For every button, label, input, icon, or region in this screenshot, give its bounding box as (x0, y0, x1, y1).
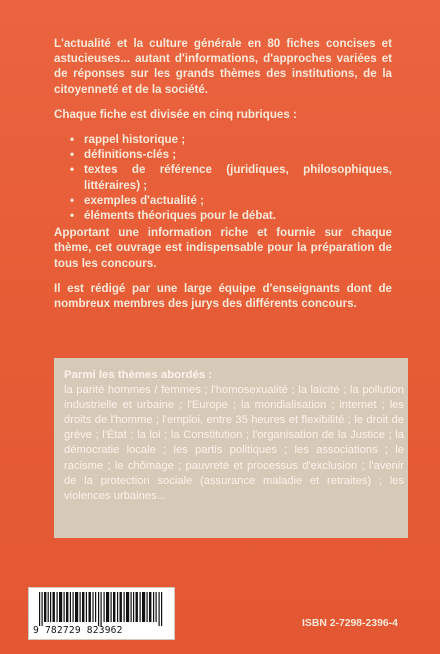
rubric-label: définitions-clés ; (84, 148, 177, 162)
list-item (70, 132, 392, 147)
blurb (54, 36, 392, 321)
body-paragraph-2: Il est rédigé par une large équipe d'enseignants dont de nombreux membres des jurys des différents concours. (54, 281, 392, 311)
body-paragraph-1: Apportant une information riche et fournie sur chaque thème, cet ouvrage est indispensable pour la préparation de tous les concours. (54, 226, 392, 270)
bullet-icon: • (70, 193, 75, 207)
list-item (70, 162, 392, 192)
rubrics-intro: Chaque fiche est divisée en cinq rubriques : (54, 107, 297, 121)
list-item (70, 193, 392, 208)
bullet-icon: • (70, 163, 75, 177)
themes-text: la parité hommes / femmes ; l'homosexualité ; la laïcité ; la pollution industrielle et urbaine ; l'Europe ; la mondialisation ; internet ; les droits de l'homme ; l'emploi, entre 35 heures et flexibilité ; le droit de grève ; l'État ; la loi ; la Constitution ; l'organisation de la Justice ; la démocratie locale ; les partis politiques ; les associations ; le racisme ; le chômage ; pauvreté et processus d'exclusion ; l'avenir de la protection sociale (assurance maladie et retraites) ; les violences urbaines... (64, 384, 404, 502)
rubric-label: exemples d'actualité ; (84, 193, 205, 207)
bullet-icon: • (70, 209, 75, 223)
list-item (70, 147, 392, 162)
isbn: ISBN 2-7298-2396-4 (302, 618, 398, 629)
themes-panel (54, 358, 408, 538)
rubric-label: rappel historique ; (84, 133, 186, 147)
bullet-icon: • (70, 133, 75, 147)
list-item (70, 208, 392, 223)
themes-title: Parmi les thèmes abordés : (64, 369, 213, 381)
barcode-icon (37, 592, 167, 626)
rubric-label: textes de référence (juridiques, philosophiques, littéraires) ; (84, 163, 392, 192)
barcode (28, 587, 175, 640)
themes-content (64, 368, 404, 504)
bullet-icon: • (70, 148, 75, 162)
intro-paragraph: L'actualité et la culture générale en 80 fiches concises et astucieuses... autant d'informations, d'approches variées et de réponses sur les grands thèmes des institutions, de la citoyenneté et de la société. (54, 37, 392, 96)
rubrics-list (54, 132, 392, 223)
rubric-label: éléments théoriques pour le débat. (84, 209, 276, 223)
barcode-digits: 9 782729 823962 (33, 625, 123, 636)
